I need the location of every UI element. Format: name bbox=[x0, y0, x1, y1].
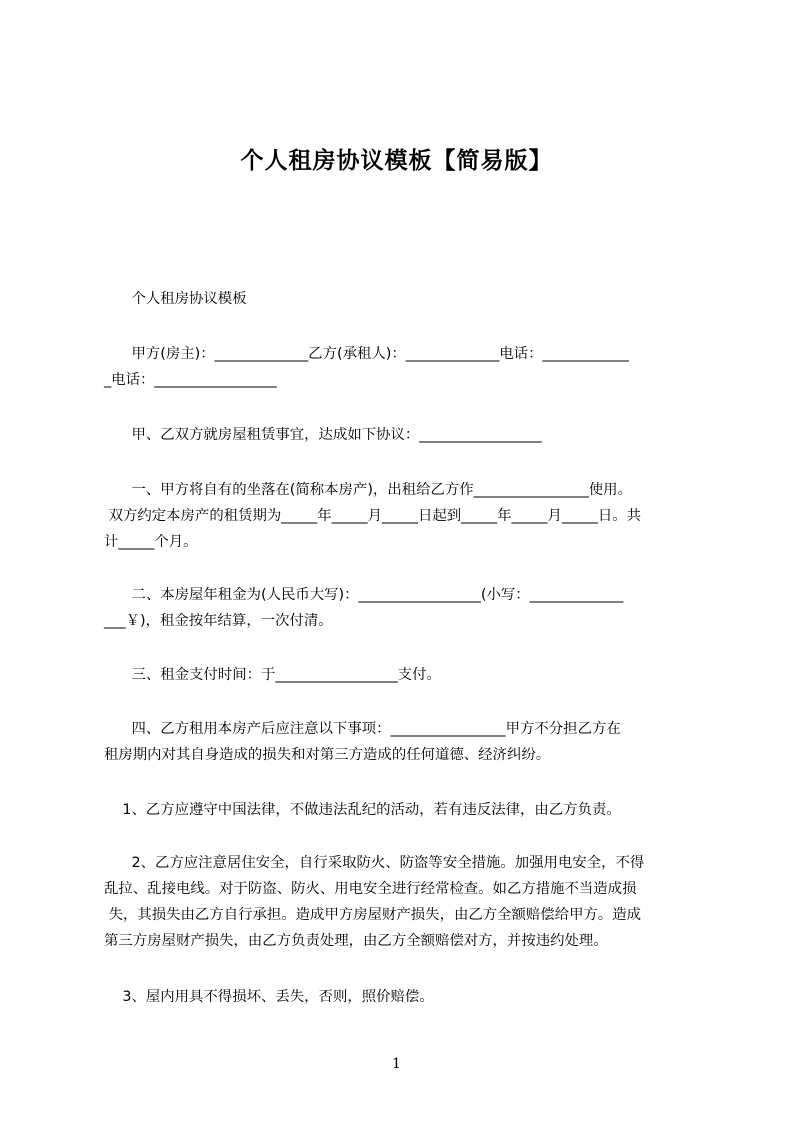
paragraph-parties: 甲方(房主)：_____________乙方(承租人)：_____________电话：____________ _电话：_________________ bbox=[104, 346, 629, 388]
paragraph-item-2: 2、乙方应注意居住安全，自行采取防火、防盗等安全措施。加强用电安全，不得 乱拉、乱接电线。对于防盗、防火、用电安全进行经常检查。如乙方措施不当造成损 失，其损失由乙方自行承担。造成甲方房屋财产损失，由乙方全额赔偿给甲方。造成 第三方房屋财产损失，由乙方负责处理，由乙方全额赔偿对方，并按违约处理。 bbox=[104, 855, 645, 949]
paragraph-clause-2: 二、本房屋年租金为(人民币大写)：_________________(小写：_____________ ___￥)，租金按年结算，一次付清。 bbox=[104, 587, 624, 629]
paragraph-clause-1: 一、甲方将自有的坐落在(简称本房产)，出租给乙方作________________使用。 双方约定本房产的租赁期为_____年_____月_____日起到_____年_____月_____日。共 计_____个月。 bbox=[104, 482, 642, 550]
paragraph-heading: 个人租房协议模板 bbox=[104, 291, 247, 307]
page-title: 个人租房协议模板【简易版】 bbox=[240, 148, 553, 174]
paragraph-item-1: 1、乙方应遵守中国法律，不做违法乱纪的活动，若有违反法律，由乙方负责。 bbox=[104, 802, 621, 818]
paragraph-item-3: 3、屋内用具不得损坏、丢失，否则，照价赔偿。 bbox=[104, 989, 434, 1005]
paragraph-clause-4: 四、乙方租用本房产后应注意以下事项：________________甲方不分担乙方在 租房期内对其自身造成的损失和对第三方造成的任何道德、经济纠纷。 bbox=[104, 721, 621, 763]
paragraph-clause-3: 三、租金支付时间：于_________________支付。 bbox=[104, 667, 441, 683]
page-number: 1 bbox=[392, 1056, 401, 1072]
paragraph-agreement-intro: 甲、乙双方就房屋租赁事宜，达成如下协议：_________________ bbox=[104, 427, 542, 443]
